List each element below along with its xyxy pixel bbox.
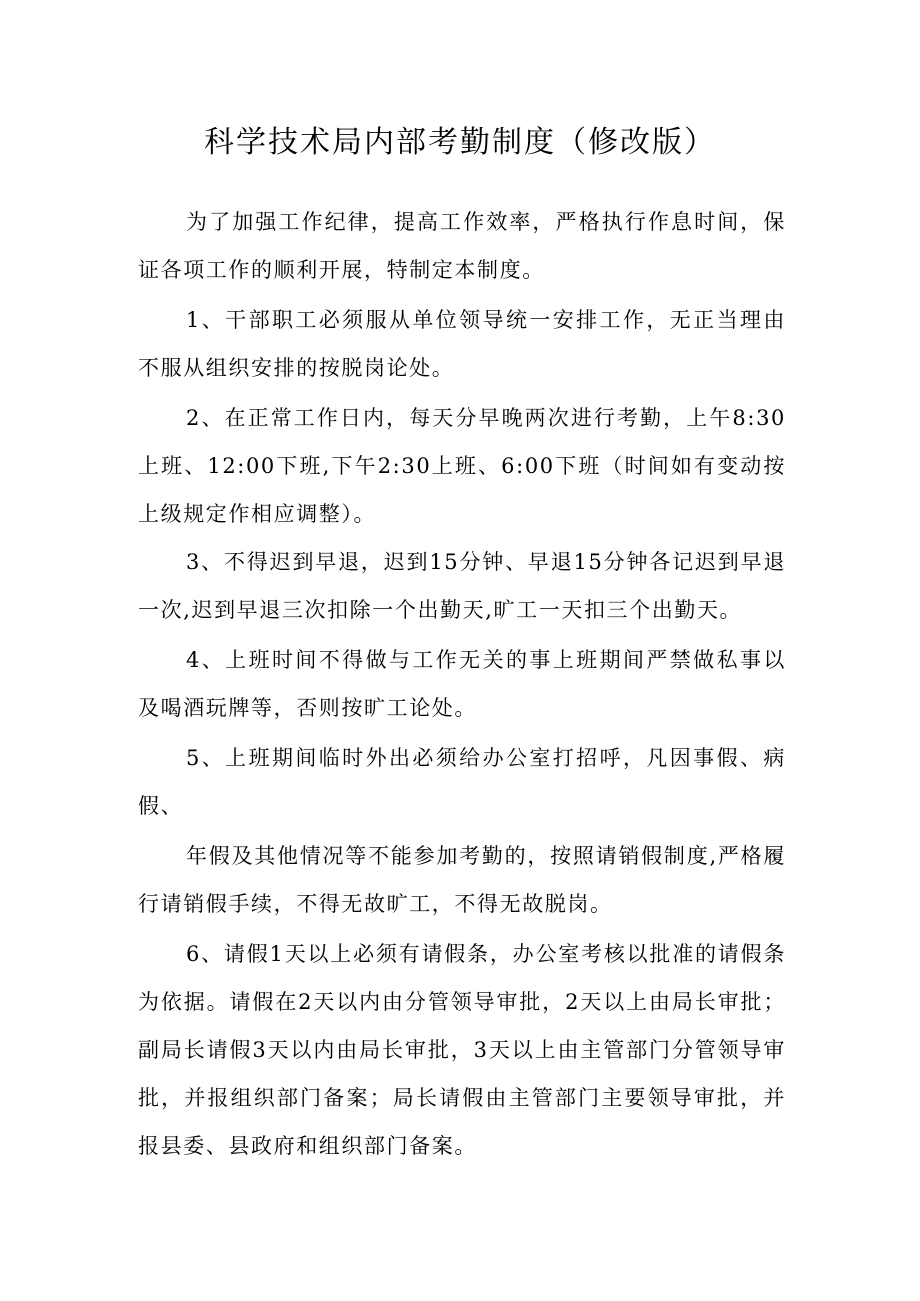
paragraph-6: 6、请假1天以上必须有请假条，办公室考核以批准的请假条为依据。请假在2天以内由分管领导审批，2天以上由局长审批；副局长请假3天以内由局长审批，3天以上由主管部门分管领导审批，并报组织部门备案；局长请假由主管部门主要领导审批，并报县委、县政府和组织部门备案。 (138, 942, 786, 1158)
paragraph-1: 1、干部职工必须服从单位领导统一安排工作，无正当理由不服从组织安排的按脱岗论处。 (138, 308, 786, 380)
paragraph-3: 3、不得迟到早退，迟到15分钟、早退15分钟各记迟到早退一次,迟到早退三次扣除一个出勤天,旷工一天扣三个出勤天。 (138, 550, 786, 622)
paragraph-2: 2、在正常工作日内，每天分早晚两次进行考勤，上午8:30上班、12:00下班,下午2:30上班、6:00下班（时间如有变动按上级规定作相应调整）。 (138, 406, 786, 526)
paragraph-4: 4、上班时间不得做与工作无关的事上班期间严禁做私事以及喝酒玩牌等，否则按旷工论处。 (138, 648, 786, 720)
paragraph-intro: 为了加强工作纪律，提高工作效率，严格执行作息时间，保证各项工作的顺利开展，特制定本制度。 (138, 210, 786, 282)
paragraph-5-continued: 年假及其他情况等不能参加考勤的，按照请销假制度,严格履行请销假手续，不得无故旷工，不得无故脱岗。 (138, 844, 786, 916)
document-title: 科学技术局内部考勤制度（修改版） (204, 125, 716, 160)
paragraph-5: 5、上班期间临时外出必须给办公室打招呼，凡因事假、病假、 (138, 746, 786, 818)
